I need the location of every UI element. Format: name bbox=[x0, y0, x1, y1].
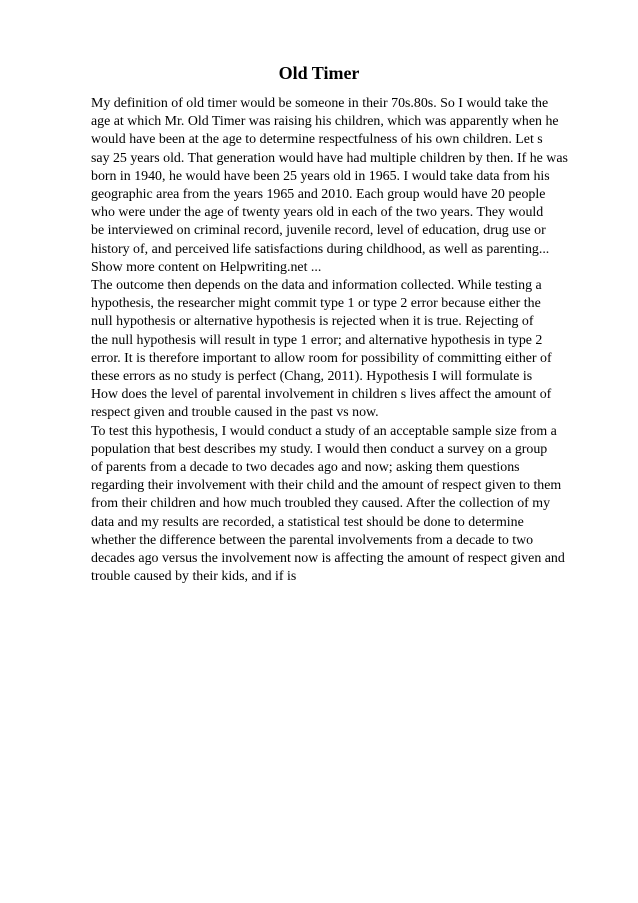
text-line: trouble caused by their kids, and if is bbox=[91, 569, 297, 585]
text-line: say 25 years old. That generation would have had multiple children by then. If he was bbox=[91, 150, 568, 166]
text-line: null hypothesis or alternative hypothesis is rejected when it is true. Rejecting of bbox=[91, 314, 534, 330]
text-line: would have been at the age to determine respectfulness of his own children. Let s bbox=[91, 132, 543, 148]
text-line: Show more content on Helpwriting.net ... bbox=[91, 259, 322, 275]
text-line: To test this hypothesis, I would conduct a study of an acceptable sample size from a bbox=[91, 423, 557, 439]
text-line: population that best describes my study. I would then conduct a survey on a group bbox=[91, 441, 548, 457]
text-line: be interviewed on criminal record, juvenile record, level of education, drug use or bbox=[91, 223, 546, 239]
text-line: data and my results are recorded, a statistical test should be done to determine bbox=[91, 514, 524, 530]
text-line: whether the difference between the parental involvements from a decade to two bbox=[91, 532, 534, 548]
text-line: My definition of old timer would be someone in their 70s.80s. So I would take the bbox=[91, 96, 549, 111]
text-line: hypothesis, the researcher might commit type 1 or type 2 error because either the bbox=[91, 296, 541, 312]
text-line: How does the level of parental involvement in children s lives affect the amount of bbox=[91, 387, 552, 403]
text-line: history of, and perceived life satisfactions during childhood, as well as parenting... bbox=[91, 241, 550, 257]
text-line: of parents from a decade to two decades ago and now; asking them questions bbox=[91, 460, 520, 476]
text-line: regarding their involvement with their child and the amount of respect given to them bbox=[91, 478, 562, 494]
text-line: The outcome then depends on the data and information collected. While testing a bbox=[91, 278, 542, 294]
text-line: error. It is therefore important to allow room for possibility of committing either of bbox=[91, 350, 552, 366]
document-title: Old Timer bbox=[278, 63, 360, 83]
text-line: born in 1940, he would have been 25 years old in 1965. I would take data from his bbox=[91, 168, 550, 184]
text-line: these errors as no study is perfect (Chang, 2011). Hypothesis I will formulate is bbox=[91, 369, 533, 385]
text-line: geographic area from the years 1965 and 2010. Each group would have 20 people bbox=[91, 187, 546, 203]
text-line: respect given and trouble caused in the past vs now. bbox=[91, 405, 379, 421]
text-line: from their children and how much troubled they caused. After the collection of my bbox=[91, 496, 551, 512]
text-line: who were under the age of twenty years old in each of the two years. They would bbox=[91, 205, 544, 221]
text-line: decades ago versus the involvement now is affecting the amount of respect given and bbox=[91, 551, 565, 567]
text-line: age at which Mr. Old Timer was raising his children, which was apparently when he bbox=[91, 114, 559, 130]
document-body bbox=[91, 95, 601, 586]
text-line: the null hypothesis will result in type 1 error; and alternative hypothesis in type 2 bbox=[91, 332, 543, 348]
